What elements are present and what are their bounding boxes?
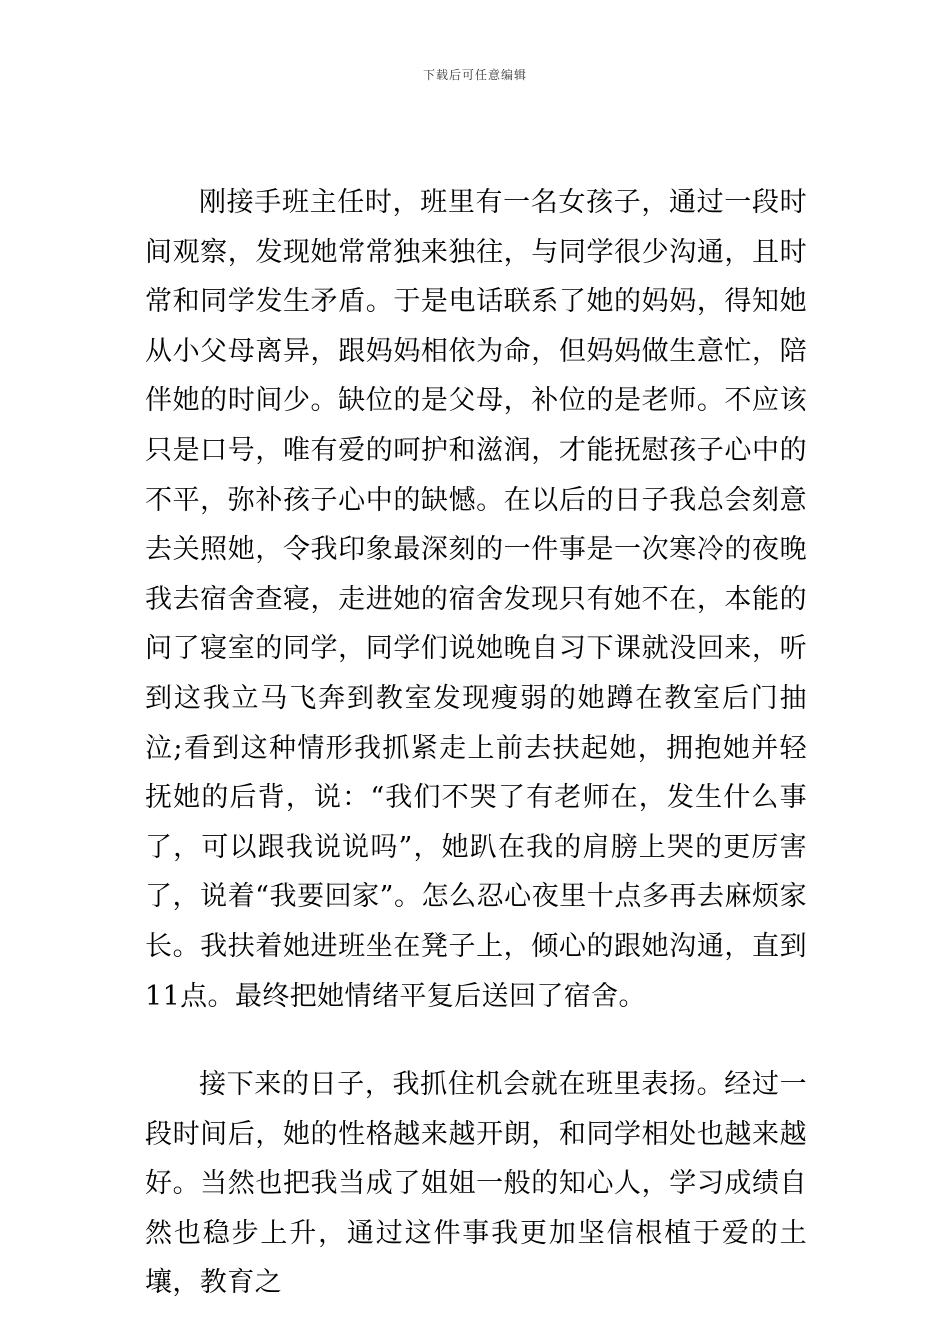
- document-body: [145, 178, 807, 1308]
- paragraph-1: 刚接手班主任时，班里有一名女孩子，通过一段时间观察，发现她常常独来独往，与同学很少沟通，且时常和同学发生矛盾。于是电话联系了她的妈妈，得知她从小父母离异，跟妈妈相依为命，但妈妈做生意忙，陪伴她的时间少。缺位的是父母，补位的是老师。不应该只是口号，唯有爱的呵护和滋润，才能抚慰孩子心中的不平，弥补孩子心中的缺憾。在以后的日子我总会刻意去关照她，令我印象最深刻的一件事是一次寒冷的夜晚我去宿舍查寝，走进她的宿舍发现只有她不在，本能的问了寝室的同学，同学们说她晚自习下课就没回来，听到这我立马飞奔到教室发现瘦弱的她蹲在教室后门抽泣;看到这种情形我抓紧走上前去扶起她，拥抱她并轻抚她的后背，说：“我们不哭了有老师在，发生什么事了，可以跟我说说吗”，她趴在我的肩膀上哭的更厉害了，说着“我要回家”。怎么忍心夜里十点多再去麻烦家长。我扶着她进班坐在凳子上，倾心的跟她沟通，直到11点。最终把她情绪平复后送回了宿舍。: [145, 187, 807, 1012]
- paragraph-2: 接下来的日子，我抓住机会就在班里表扬。经过一段时间后，她的性格越来越开朗，和同学相处也越来越好。当然也把我当成了姐姐一般的知心人，学习成绩自然也稳步上升，通过这件事我更加坚信根植于爱的土壤，教育之: [145, 1069, 807, 1299]
- page-header: 下载后可任意编辑: [422, 68, 527, 82]
- paragraph-spacer: [145, 1021, 807, 1060]
